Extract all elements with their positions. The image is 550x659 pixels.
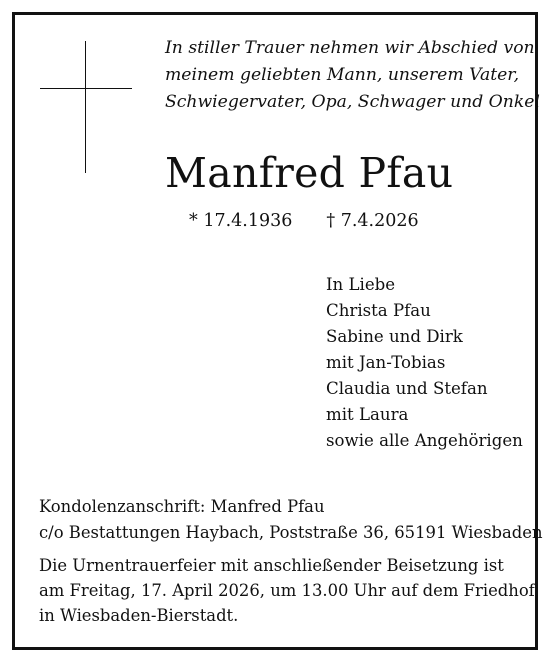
condolence-line: c/o Bestattungen Haybach, Poststraße 36, 65191 Wiesbaden (39, 523, 543, 542)
obituary-frame (12, 12, 543, 650)
service-line: Die Urnentrauerfeier mit anschließender Beisetzung ist (39, 556, 504, 575)
mourner-line: mit Jan-Tobias (326, 353, 446, 372)
cross-horizontal-bar (40, 88, 132, 89)
mourner-line: mit Laura (326, 405, 409, 424)
life-dates (189, 208, 419, 234)
mourner-line: In Liebe (326, 275, 396, 294)
condolence-address (39, 494, 543, 546)
intro-line: meinem geliebten Mann, unserem Vater, (165, 65, 520, 85)
mourner-line: Sabine und Dirk (326, 327, 463, 346)
mourner-line: Claudia und Stefan (326, 379, 488, 398)
funeral-service-info (39, 553, 535, 628)
mourner-line: Christa Pfau (326, 301, 431, 320)
intro-line: In stiller Trauer nehmen wir Abschied von (165, 38, 535, 58)
intro-text (165, 35, 540, 116)
birth-date: * 17.4.1936 (189, 211, 293, 231)
deceased-name: Manfred Pfau (165, 149, 454, 197)
service-line: in Wiesbaden-Bierstadt. (39, 606, 239, 625)
mourners-list (326, 272, 523, 454)
death-date: † 7.4.2026 (326, 211, 419, 231)
mourner-line: sowie alle Angehörigen (326, 431, 523, 450)
intro-line: Schwiegervater, Opa, Schwager und Onkel (165, 92, 540, 112)
condolence-line: Kondolenzanschrift: Manfred Pfau (39, 497, 325, 516)
cross-vertical-bar (85, 41, 86, 173)
service-line: am Freitag, 17. April 2026, um 13.00 Uhr auf dem Friedhof (39, 581, 535, 600)
